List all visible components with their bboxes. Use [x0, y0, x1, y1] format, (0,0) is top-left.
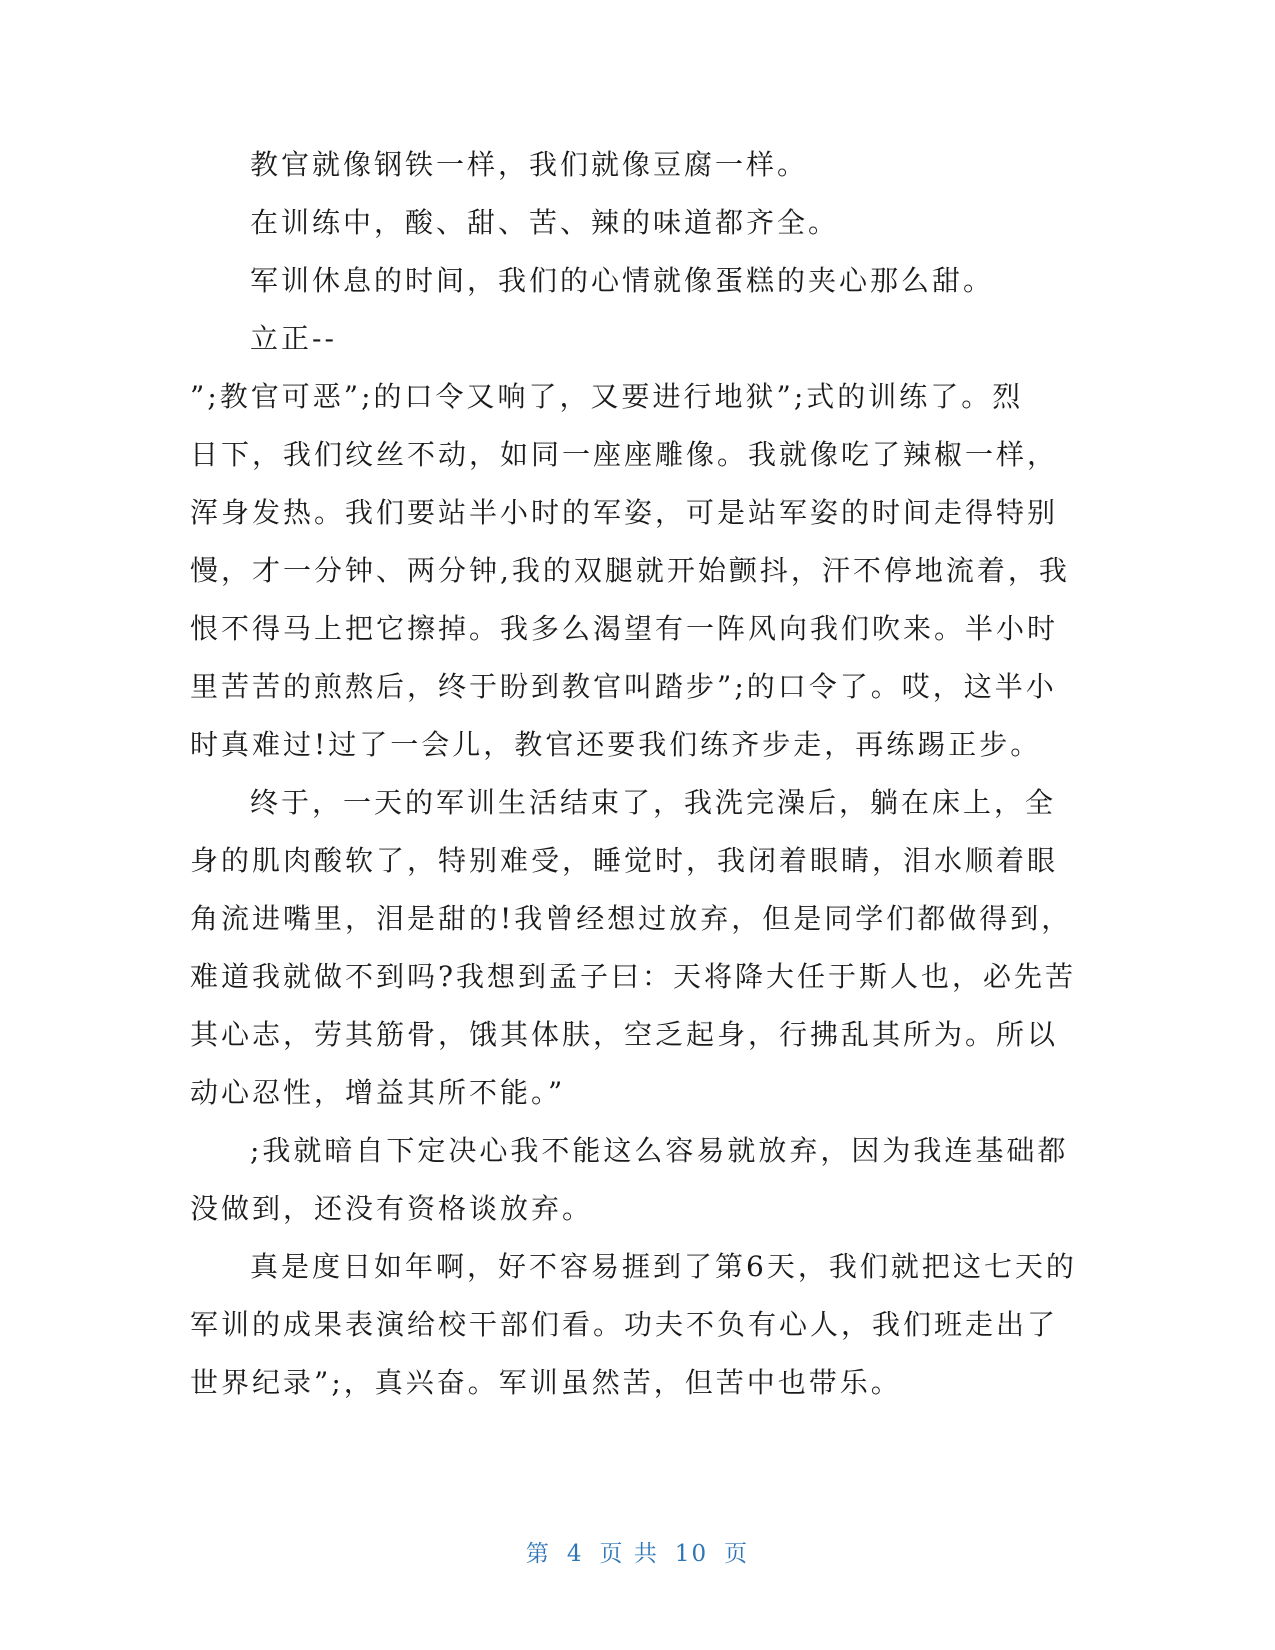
- paragraph-line: 身的肌肉酸软了，特别难受，睡觉时，我闭着眼睛，泪水顺着眼: [190, 844, 1059, 877]
- paragraph-line: 军训的成果表演给校干部们看。功夫不负有心人，我们班走出了: [190, 1308, 1059, 1341]
- paragraph-line: 慢，才一分钟、两分钟,我的双腿就开始颤抖，汗不停地流着，我: [190, 554, 1070, 587]
- paragraph-line: 角流进嘴里，泪是甜的!我曾经想过放弃，但是同学们都做得到，: [190, 902, 1073, 935]
- paragraph-line: 教官就像钢铁一样，我们就像豆腐一样。: [250, 148, 809, 181]
- total-page-count: 10: [674, 1541, 709, 1567]
- paragraph-line: 其心志，劳其筋骨，饿其体肤，空乏起身，行拂乱其所为。所以: [190, 1018, 1059, 1051]
- paragraph-line: 时真难过!过了一会儿，教官还要我们练齐步走，再练踢正步。: [190, 728, 1042, 761]
- paragraph-line: ”;教官可恶”;的口令又响了，又要进行地狱”;式的训练了。烈: [190, 380, 1024, 413]
- paragraph-line: 日下，我们纹丝不动，如同一座座雕像。我就像吃了辣椒一样，: [190, 438, 1059, 471]
- footer-suffix: 页: [724, 1541, 750, 1567]
- paragraph-line: 恨不得马上把它擦掉。我多么渴望有一阵风向我们吹来。半小时: [190, 612, 1059, 645]
- paragraph-line: 世界纪录”;，真兴奋。军训虽然苦，但苦中也带乐。: [190, 1366, 902, 1399]
- paragraph-line: 在训练中，酸、甜、苦、辣的味道都齐全。: [250, 206, 840, 239]
- footer-middle: 页 共: [599, 1541, 659, 1567]
- page-footer: [0, 1535, 1275, 1568]
- paragraph-line: 没做到，还没有资格谈放弃。: [190, 1192, 594, 1225]
- paragraph-line: 真是度日如年啊，好不容易捱到了第6天，我们就把这七天的: [250, 1250, 1077, 1283]
- paragraph-line: 军训休息的时间，我们的心情就像蛋糕的夹心那么甜。: [250, 264, 995, 297]
- paragraph-line: 里苦苦的煎熬后，终于盼到教官叫踏步”;的口令了。哎，这半小: [190, 670, 1057, 703]
- paragraph-line: 浑身发热。我们要站半小时的军姿，可是站军姿的时间走得特别: [190, 496, 1059, 529]
- paragraph-line: ;我就暗自下定决心我不能这么容易就放弃，因为我连基础都: [250, 1134, 1069, 1167]
- paragraph-line: 难道我就做不到吗?我想到孟子曰：天将降大任于斯人也，必先苦: [190, 960, 1077, 993]
- paragraph-line: 终于，一天的军训生活结束了，我洗完澡后，躺在床上，全: [250, 786, 1057, 819]
- current-page-number: 4: [566, 1541, 584, 1567]
- footer-prefix: 第: [525, 1541, 551, 1567]
- paragraph-line: 动心忍性，增益其所不能。”: [190, 1076, 566, 1109]
- paragraph-line: 立正--: [250, 322, 337, 355]
